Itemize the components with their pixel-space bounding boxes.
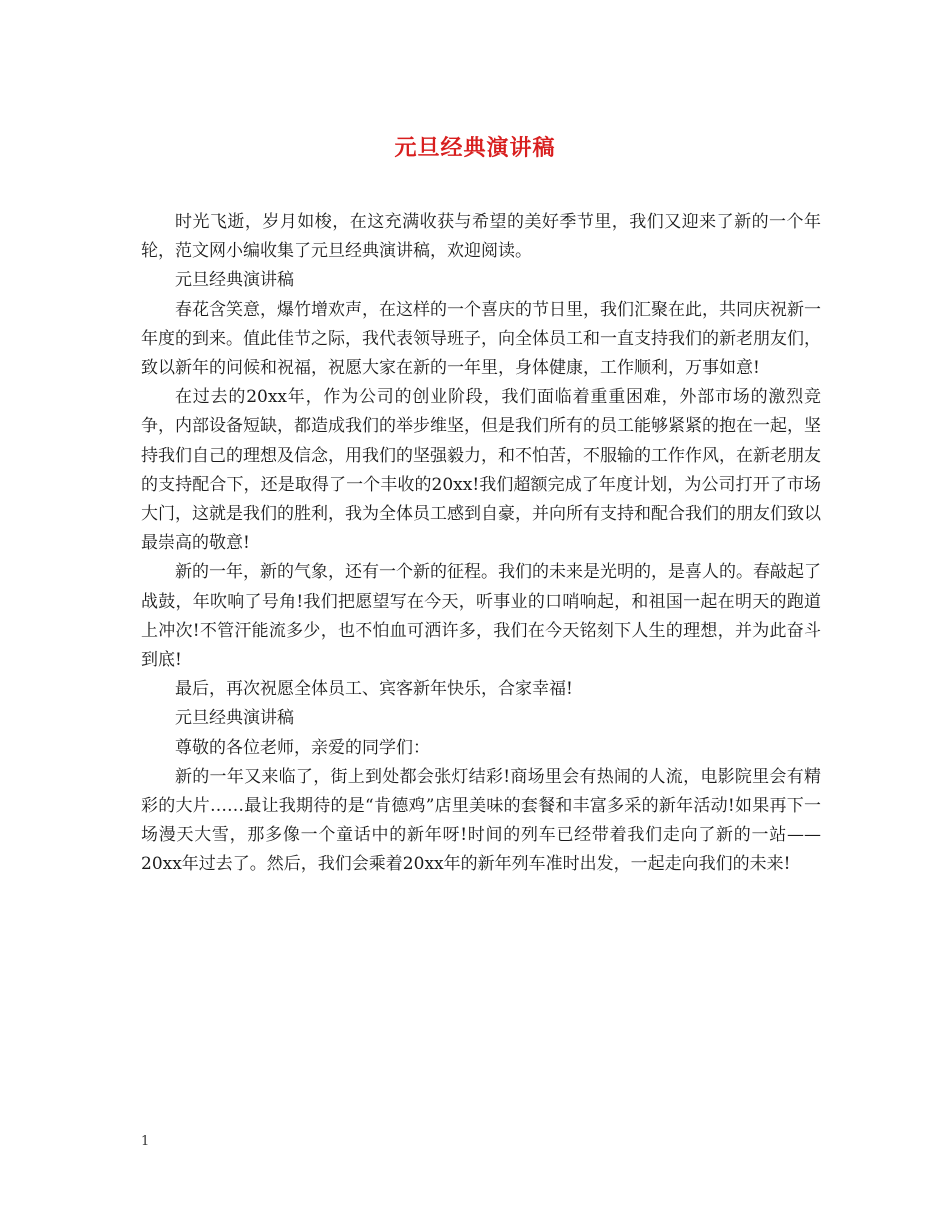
intro-paragraph: 时光飞逝，岁月如梭，在这充满收获与希望的美好季节里，我们又迎来了新的一个年轮，范文网小编收集了元旦经典演讲稿，欢迎阅读。 [141, 212, 821, 262]
body-paragraph: 在过去的20xx年，作为公司的创业阶段，我们面临着重重困难，外部市场的激烈竞争，内部设备短缺，都造成我们的举步维坚，但是我们所有的员工能够紧紧的抱在一起，坚持我们自己的理想及信念，用我们的坚强毅力，和不怕苦，不服输的工作作风，在新老朋友的支持配合下，还是取得了一个丰收的20xx!我们超额完成了年度计划，为公司打开了市场大门，这就是我们的胜利，我为全体员工感到自豪，并向所有支持和配合我们的朋友们致以最崇高的敬意! [141, 387, 821, 554]
body-paragraph: 新的一年又来临了，街上到处都会张灯结彩!商场里会有热闹的人流，电影院里会有精彩的大片……最让我期待的是“肯德鸡”店里美味的套餐和丰富多采的新年活动!如果再下一场漫天大雪，那多像一个童话中的新年呀!时间的列车已经带着我们走向了新的一站——20xx年过去了。然后，我们会乘着20xx年的新年列车准时出发，一起走向我们的未来! [141, 766, 821, 875]
section-heading: 元旦经典演讲稿 [175, 270, 294, 291]
section-heading: 元旦经典演讲稿 [175, 708, 294, 729]
body-paragraph: 新的一年，新的气象，还有一个新的征程。我们的未来是光明的，是喜人的。春敲起了战鼓，年吹响了号角!我们把愿望写在今天，听事业的口哨响起，和祖国一起在明天的跑道上冲次!不管汗能流多少，也不怕血可洒许多，我们在今天铭刻下人生的理想，并为此奋斗到底! [141, 562, 821, 671]
document-title: 元旦经典演讲稿 [394, 135, 556, 161]
body-paragraph: 春花含笑意，爆竹增欢声，在这样的一个喜庆的节日里，我们汇聚在此，共同庆祝新一年度的到来。值此佳节之际，我代表领导班子，向全体员工和一直支持我们的新老朋友们，致以新年的问候和祝福，祝愿大家在新的一年里，身体健康，工作顺利，万事如意! [141, 299, 821, 379]
page-number: 1 [141, 1134, 150, 1149]
salutation: 尊敬的各位老师，亲爱的同学们： [175, 737, 430, 758]
document-body [141, 208, 821, 880]
body-paragraph: 最后，再次祝愿全体员工、宾客新年快乐，合家幸福! [175, 679, 573, 700]
